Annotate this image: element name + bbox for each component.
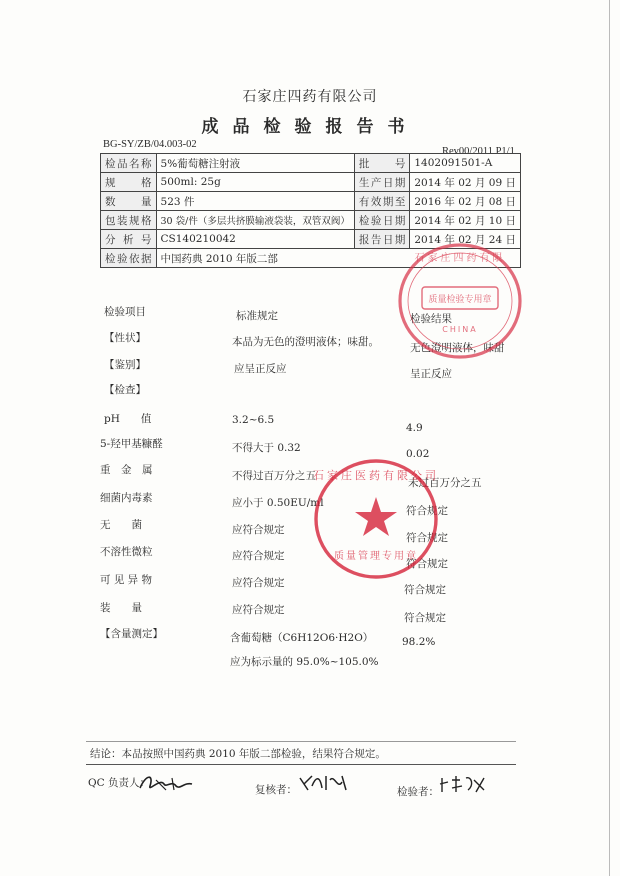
inspector-signature — [438, 772, 488, 798]
row-item: 细菌内毒素 — [100, 492, 153, 504]
analysis-no-label: 分析号 — [101, 230, 157, 249]
company-name: 石家庄四药有限公司 — [242, 89, 378, 105]
row-result: 未过百万分之五 — [408, 477, 482, 489]
basis-value: 中国药典 2010 年版二部 — [156, 249, 520, 268]
basis-label: 检验依据 — [101, 249, 157, 268]
svg-text:质量管理专用章: 质量管理专用章 — [334, 551, 418, 562]
column-header-standard: 标准规定 — [236, 310, 278, 322]
packaging-label: 包装规格 — [101, 211, 157, 230]
batch-value: 1402091501-A — [410, 154, 521, 173]
row-standard: 本品为无色的澄明液体；味甜。 — [232, 336, 379, 348]
svg-text:CHINA: CHINA — [442, 325, 478, 334]
row-result: 呈正反应 — [410, 368, 452, 380]
divider — [86, 764, 516, 765]
row-standard: 应符合规定 — [232, 550, 285, 562]
row-standard: 不得大于 0.32 — [232, 442, 301, 454]
row-result: 4.9 — [406, 422, 423, 434]
column-header-result: 检验结果 — [410, 313, 452, 325]
divider — [86, 741, 516, 742]
row-item: pH 值 — [104, 413, 152, 425]
production-date-label: 生产日期 — [354, 173, 410, 192]
reviewer-label: 复核者： — [255, 784, 297, 796]
row-result: 无色澄明液体，味甜 — [410, 342, 505, 354]
row-result: 98.2% — [402, 636, 436, 648]
test-date-value: 2014 年 02 月 10 日 — [410, 211, 521, 230]
column-header-item: 检验项目 — [104, 306, 146, 318]
product-name-value: 5%葡萄糖注射液 — [156, 154, 354, 173]
row-standard: 应小于 0.50EU/ml — [232, 497, 324, 509]
inspector-label: 检验者： — [397, 786, 439, 798]
row-standard: 3.2~6.5 — [232, 414, 275, 426]
row-result: 符合规定 — [404, 612, 446, 624]
document-code: BG-SY/ZB/04.003-02 — [103, 139, 197, 150]
row-standard: 应呈正反应 — [234, 363, 287, 375]
svg-text:石家庄四药有限: 石家庄四药有限 — [414, 253, 506, 264]
spec-label: 规格 — [101, 173, 157, 192]
svg-text:质量检验专用章: 质量检验专用章 — [428, 295, 492, 305]
row-item: 装 量 — [100, 602, 142, 614]
row-item: 【鉴别】 — [104, 359, 146, 371]
product-name-label: 检品名称 — [101, 154, 157, 173]
production-date-value: 2014 年 02 月 09 日 — [410, 173, 521, 192]
row-standard: 应符合规定 — [232, 577, 285, 589]
svg-text:石家庄医药有限公司: 石家庄医药有限公司 — [313, 469, 439, 482]
report-date-value: 2014 年 02 月 24 日 — [410, 230, 521, 249]
packaging-value: 30 袋/件（多层共挤膜输液袋装，双管双阀） — [156, 211, 354, 230]
report-date-label: 报告日期 — [354, 230, 410, 249]
quantity-label: 数量 — [101, 192, 157, 211]
batch-label: 批号 — [354, 154, 410, 173]
row-result: 符合规定 — [406, 532, 448, 544]
spec-value: 500ml: 25g — [156, 173, 354, 192]
row-standard: 应符合规定 — [232, 524, 285, 536]
row-item: 5-羟甲基糠醛 — [100, 438, 163, 450]
row-result: 0.02 — [406, 448, 430, 460]
quantity-value: 523 件 — [156, 192, 354, 211]
row-item: 【性状】 — [104, 332, 146, 344]
expiry-value: 2016 年 02 月 08 日 — [410, 192, 521, 211]
row-item: 可 见 异 物 — [100, 574, 153, 586]
row-standard: 应符合规定 — [232, 604, 285, 616]
quality-management-stamp — [310, 455, 442, 585]
analysis-no-value: CS140210042 — [156, 230, 354, 249]
qc-signature — [136, 770, 196, 796]
conclusion: 结论：本品按照中国药典 2010 年版二部检验，结果符合规定。 — [90, 748, 386, 760]
report-title: 成品检验报告书 — [201, 117, 419, 137]
row-item: 【含量测定】 — [100, 628, 163, 640]
row-standard: 不得过百万分之五 — [232, 470, 316, 482]
qc-label: QC 负责人： — [88, 777, 150, 789]
reviewer-signature — [296, 770, 352, 796]
row-item: 【检查】 — [104, 384, 146, 396]
row-item: 无 菌 — [100, 519, 142, 531]
quality-inspection-stamp — [392, 235, 528, 367]
row-item: 不溶性微粒 — [100, 546, 153, 558]
revision-page: Rev00/2011 P1/1 — [442, 146, 515, 157]
row-result: 符合规定 — [406, 505, 448, 517]
row-standard: 含葡萄糖（C6H12O6·H2O） — [230, 632, 374, 644]
row-result: 符合规定 — [404, 584, 446, 596]
row-result: 符合规定 — [406, 558, 448, 570]
expiry-label: 有效期至 — [354, 192, 410, 211]
row-item: 重 金 属 — [100, 464, 153, 476]
test-date-label: 检验日期 — [354, 211, 410, 230]
row-standard: 应为标示量的 95.0%~105.0% — [230, 656, 379, 668]
